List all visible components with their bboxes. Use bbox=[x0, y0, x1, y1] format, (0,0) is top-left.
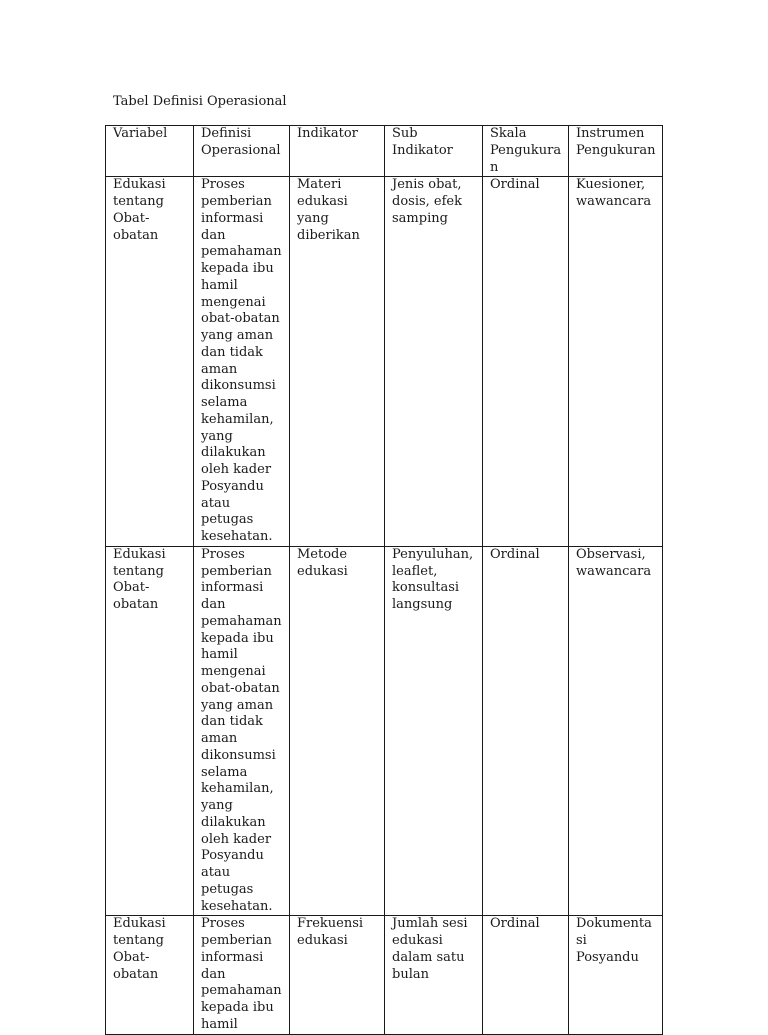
header-instrumen-pengukuran: Instrumen Pengukuran bbox=[569, 126, 663, 177]
document-title: Tabel Definisi Operasional bbox=[113, 94, 287, 109]
header-skala-pengukuran: Skala Pengukuran bbox=[483, 126, 569, 177]
cell-definisi: Proses pemberian informasi dan pemahaman kepada ibu hamil mengenai obat-obatan yang aman dan tidak aman dikonsumsi selama kehamilan, yang dilakukan oleh kader Posyandu atau petugas kesehatan. bbox=[194, 177, 290, 547]
cell-skala: Ordinal bbox=[483, 177, 569, 547]
cell-variabel: Edukasi tentang Obat- obatan bbox=[106, 546, 194, 916]
header-indikator: Indikator bbox=[290, 126, 385, 177]
header-variabel: Variabel bbox=[106, 126, 194, 177]
cell-definisi: Proses pemberian informasi dan pemahaman kepada ibu hamil bbox=[194, 916, 290, 1034]
table-row bbox=[106, 546, 663, 916]
definition-table bbox=[105, 125, 663, 1035]
cell-indikator: Frekuensi edukasi bbox=[290, 916, 385, 1034]
table-row bbox=[106, 177, 663, 547]
cell-sub-indikator: Jenis obat, dosis, efek samping bbox=[385, 177, 483, 547]
header-sub-indikator: Sub Indikator bbox=[385, 126, 483, 177]
cell-indikator: Metode edukasi bbox=[290, 546, 385, 916]
cell-skala: Ordinal bbox=[483, 916, 569, 1034]
header-definisi-operasional: Definisi Operasional bbox=[194, 126, 290, 177]
table-row bbox=[106, 916, 663, 1034]
cell-variabel: Edukasi tentang Obat- obatan bbox=[106, 916, 194, 1034]
table-header-row bbox=[106, 126, 663, 177]
cell-skala: Ordinal bbox=[483, 546, 569, 916]
cell-definisi: Proses pemberian informasi dan pemahaman kepada ibu hamil mengenai obat-obatan yang aman dan tidak aman dikonsumsi selama kehamilan, yang dilakukan oleh kader Posyandu atau petugas kesehatan. bbox=[194, 546, 290, 916]
cell-indikator: Materi edukasi yang diberikan bbox=[290, 177, 385, 547]
cell-sub-indikator: Jumlah sesi edukasi dalam satu bulan bbox=[385, 916, 483, 1034]
cell-instrumen: Kuesioner, wawancara bbox=[569, 177, 663, 547]
cell-sub-indikator: Penyuluhan, leaflet, konsultasi langsung bbox=[385, 546, 483, 916]
cell-instrumen: Observasi, wawancara bbox=[569, 546, 663, 916]
cell-variabel: Edukasi tentang Obat- obatan bbox=[106, 177, 194, 547]
cell-instrumen: Dokumentasi Posyandu bbox=[569, 916, 663, 1034]
